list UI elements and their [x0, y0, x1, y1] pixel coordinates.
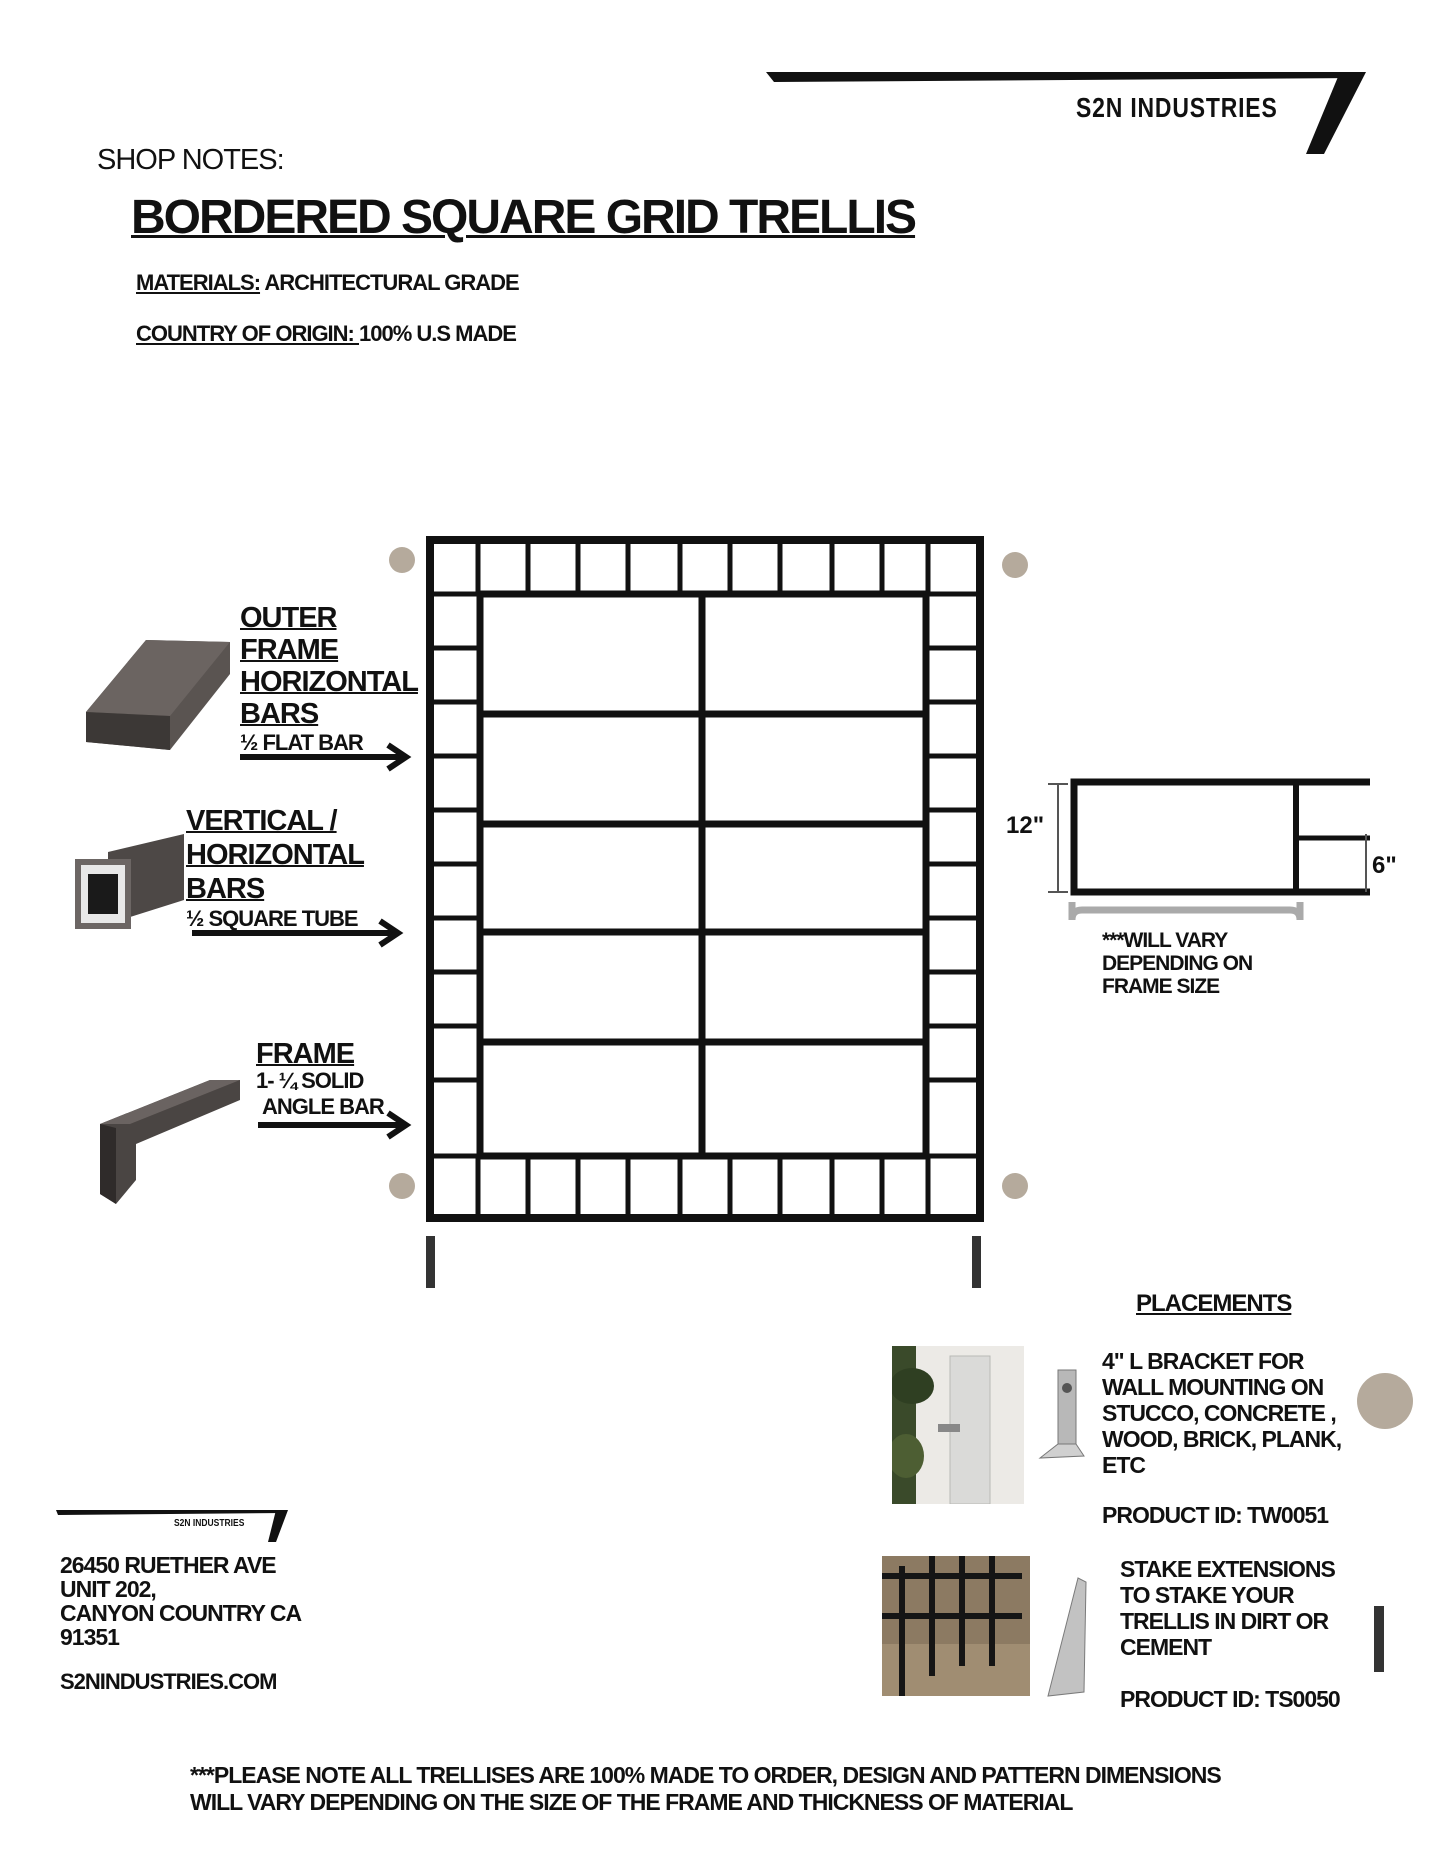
mount-dot-top-right [1002, 552, 1028, 578]
dimension-vary-note [1102, 929, 1252, 998]
footer-brand: S2N INDUSTRIES [174, 1518, 245, 1529]
component-sub: 1- ¼ SOLID [256, 1068, 364, 1093]
materials-value: ARCHITECTURAL GRADE [260, 270, 519, 295]
header-brand: S2N INDUSTRIES [1076, 92, 1278, 123]
address [60, 1553, 301, 1649]
component-sub: ANGLE BAR [262, 1094, 384, 1119]
component-title-line: BARS [240, 698, 319, 730]
footer-brand-rule [54, 1508, 290, 1544]
bracket-wall-photo [892, 1346, 1024, 1504]
mount-dot-bottom-right [1002, 1173, 1028, 1199]
stake-dirt-photo [882, 1556, 1030, 1696]
component-sub: ½ SQUARE TUBE [186, 906, 358, 931]
vary-note-line: ***WILL VARY [1102, 929, 1228, 952]
trellis-diagram [380, 530, 1040, 1300]
mount-dot-bottom-left [389, 1173, 415, 1199]
dimension-small-label: 6" [1372, 852, 1397, 879]
origin-line [136, 321, 516, 347]
arrow-icon [256, 1110, 416, 1140]
stake-line: STAKE EXTENSIONS [1120, 1556, 1335, 1582]
component-title-line: HORIZONTAL [240, 666, 418, 698]
materials-line [136, 270, 519, 296]
stake-line: TRELLIS IN DIRT OR [1120, 1608, 1329, 1634]
mount-dot-top-left [389, 547, 415, 573]
bracket-line: 4" L BRACKET FOR [1102, 1348, 1304, 1374]
dimension-diagram [1040, 770, 1370, 950]
stake-line: TO STAKE YOUR [1120, 1582, 1294, 1608]
component-title-line: BARS [186, 873, 265, 905]
address-line: UNIT 202, [60, 1576, 156, 1602]
stake-left [426, 1236, 435, 1288]
stake-description [1120, 1556, 1335, 1660]
disclaimer-line: WILL VARY DEPENDING ON THE SIZE OF THE FRAME AND THICKNESS OF MATERIAL [190, 1789, 1073, 1815]
component-title-line: FRAME [256, 1038, 355, 1070]
component-title-line: FRAME [240, 634, 339, 666]
component-bars [186, 804, 364, 932]
inner-grid [480, 594, 926, 1156]
mount-dot [1356, 1372, 1414, 1430]
address-line: 26450 RUETHER AVE [60, 1552, 276, 1578]
bracket-product-id: PRODUCT ID: TW0051 [1102, 1502, 1329, 1528]
arrow-icon [238, 742, 418, 772]
component-title-line: VERTICAL / [186, 805, 337, 837]
vary-note-line: DEPENDING ON [1102, 952, 1253, 975]
arrow-icon [190, 918, 410, 948]
component-frame [256, 1040, 384, 1120]
website-link[interactable]: S2NINDUSTRIES.COM [60, 1669, 277, 1694]
header-brand-rule [760, 66, 1370, 158]
flat-bar-photo [76, 632, 236, 772]
origin-label: COUNTRY OF ORIGIN: [136, 321, 359, 346]
dimension-height-label: 12" [1006, 812, 1045, 839]
angle-bar-photo [96, 1076, 246, 1210]
bracket-line: ETC [1102, 1452, 1145, 1478]
shop-notes-label: SHOP NOTES: [97, 144, 284, 176]
placements-title: PLACEMENTS [1136, 1290, 1292, 1317]
component-sub: ½ FLAT BAR [240, 730, 363, 755]
stake-line: CEMENT [1120, 1634, 1212, 1660]
bracket-description [1102, 1348, 1341, 1478]
component-title-line: HORIZONTAL [186, 839, 364, 871]
square-tube-photo [74, 832, 186, 944]
origin-value: 100% U.S MADE [359, 321, 516, 346]
stake-icon [1044, 1574, 1090, 1698]
materials-label: MATERIALS: [136, 270, 261, 295]
stake-right [972, 1236, 981, 1288]
disclaimer [190, 1762, 1221, 1816]
disclaimer-line: ***PLEASE NOTE ALL TRELLISES ARE 100% MADE TO ORDER, DESIGN AND PATTERN DIMENSIONS [190, 1762, 1221, 1788]
bracket-line: WOOD, BRICK, PLANK, [1102, 1426, 1342, 1452]
address-line: CANYON COUNTRY CA [60, 1600, 302, 1626]
stake-bar-icon [1372, 1606, 1386, 1672]
address-line: 91351 [60, 1624, 119, 1650]
stake-product-id: PRODUCT ID: TS0050 [1120, 1686, 1340, 1712]
component-title-line: OUTER [240, 602, 337, 634]
component-outer-frame [240, 602, 418, 756]
page-title: BORDERED SQUARE GRID TRELLIS [131, 191, 916, 244]
bracket-line: WALL MOUNTING ON [1102, 1374, 1324, 1400]
vary-note-line: FRAME SIZE [1102, 975, 1220, 998]
bracket-line: STUCCO, CONCRETE , [1102, 1400, 1336, 1426]
bracket-icon [1036, 1366, 1090, 1462]
